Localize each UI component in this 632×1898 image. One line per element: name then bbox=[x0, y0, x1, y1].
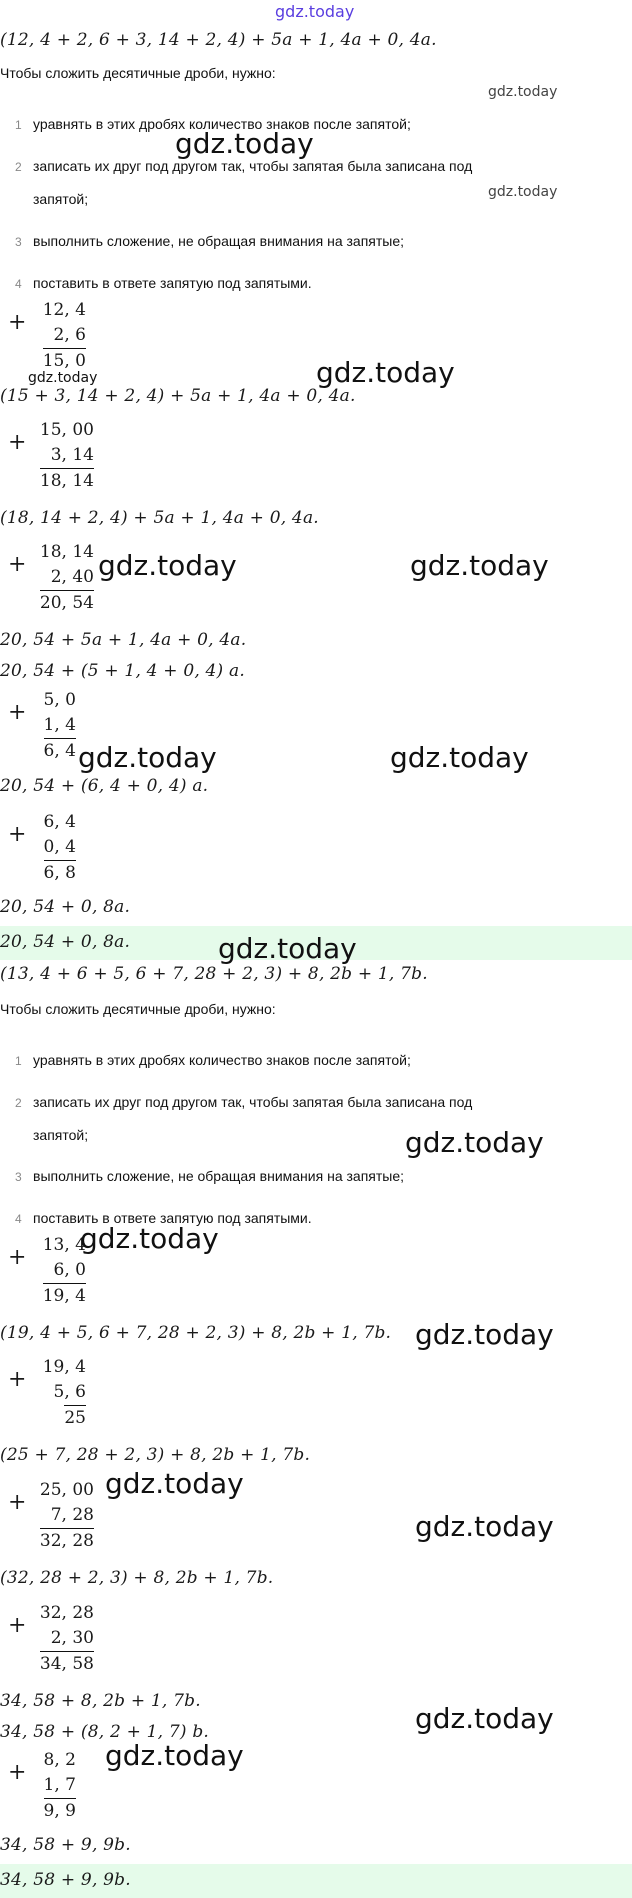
expression-a5: 20, 54 + (6, 4 + 0, 4) a. bbox=[0, 776, 209, 796]
watermark: gdz.today bbox=[98, 549, 237, 582]
step-number: 4 bbox=[15, 1212, 22, 1226]
plus-sign: + bbox=[8, 822, 27, 847]
plus-sign: + bbox=[8, 1245, 27, 1270]
step-text: записать их друг под другом так, чтобы запятая была записана под bbox=[33, 158, 473, 174]
watermark: gdz.today bbox=[390, 741, 529, 774]
expression-b2: (25 + 7, 28 + 2, 3) + 8, 2b + 1, 7b. bbox=[0, 1445, 311, 1465]
step-text: поставить в ответе запятую под запятыми. bbox=[33, 275, 312, 291]
step-text: выполнить сложение, не обращая внимания на запятые; bbox=[33, 233, 405, 249]
plus-sign: + bbox=[8, 310, 27, 335]
addend-1: 5, 0 bbox=[43, 690, 76, 710]
plus-sign: + bbox=[8, 1613, 27, 1638]
sum: 19, 4 bbox=[43, 1283, 86, 1309]
watermark: gdz.today bbox=[28, 370, 98, 386]
watermark: gdz.today bbox=[488, 84, 558, 100]
expression-b0: (13, 4 + 6 + 5, 6 + 7, 28 + 2, 3) + 8, 2b + 1, 7b. bbox=[0, 964, 428, 984]
addend-1: 12, 4 bbox=[42, 300, 86, 320]
addend-2: 6, 0 bbox=[53, 1260, 86, 1280]
expression-b1: (19, 4 + 5, 6 + 7, 28 + 2, 3) + 8, 2b + 1, 7b. bbox=[0, 1323, 392, 1343]
column-addition-a2 bbox=[38, 418, 94, 494]
expression-a4: 20, 54 + (5 + 1, 4 + 0, 4) a. bbox=[0, 661, 245, 681]
sum: 20, 54 bbox=[40, 590, 94, 616]
expression-b3: (32, 28 + 2, 3) + 8, 2b + 1, 7b. bbox=[0, 1568, 274, 1588]
step-number: 1 bbox=[15, 1054, 22, 1068]
addend-2: 2, 30 bbox=[50, 1628, 94, 1648]
watermark: gdz.today bbox=[105, 1739, 244, 1772]
step-text: уравнять в этих дробях количество знаков после запятой; bbox=[33, 116, 411, 132]
sum: 34, 58 bbox=[40, 1651, 94, 1677]
expression-a0: (12, 4 + 2, 6 + 3, 14 + 2, 4) + 5a + 1, 4a + 0, 4a. bbox=[0, 30, 437, 50]
sum: 32, 28 bbox=[40, 1528, 94, 1554]
step-number: 2 bbox=[15, 1096, 22, 1110]
addend-1: 18, 14 bbox=[39, 542, 94, 562]
expression-b5: 34, 58 + (8, 2 + 1, 7) b. bbox=[0, 1722, 210, 1742]
rule-intro-a: Чтобы сложить десятичные дроби, нужно: bbox=[0, 65, 276, 81]
watermark: gdz.today bbox=[105, 1467, 244, 1500]
addend-1: 13, 4 bbox=[42, 1235, 86, 1255]
plus-sign: + bbox=[8, 1760, 27, 1785]
addend-1: 19, 4 bbox=[42, 1357, 86, 1377]
plus-sign: + bbox=[8, 700, 27, 725]
column-addition-b3 bbox=[38, 1478, 94, 1554]
watermark: gdz.today bbox=[80, 1222, 219, 1255]
addend-1: 8, 2 bbox=[43, 1750, 76, 1770]
step-text: записать их друг под другом так, чтобы запятая была записана под bbox=[33, 1094, 473, 1110]
watermark: gdz.today bbox=[175, 127, 314, 160]
column-addition-a1 bbox=[38, 298, 86, 374]
column-addition-b1 bbox=[38, 1233, 86, 1309]
plus-sign: + bbox=[8, 552, 27, 577]
watermark: gdz.today bbox=[410, 549, 549, 582]
addend-2: 3, 14 bbox=[50, 445, 94, 465]
addend-2: 1, 4 bbox=[43, 715, 76, 735]
addend-2: 2, 6 bbox=[53, 325, 86, 345]
expression-a3: 20, 54 + 5a + 1, 4a + 0, 4a. bbox=[0, 630, 247, 650]
header-watermark: gdz.today bbox=[275, 2, 355, 21]
column-addition-a5 bbox=[38, 810, 76, 886]
watermark: gdz.today bbox=[415, 1510, 554, 1543]
watermark: gdz.today bbox=[415, 1702, 554, 1735]
expression-a1: (15 + 3, 14 + 2, 4) + 5a + 1, 4a + 0, 4a. bbox=[0, 386, 356, 406]
addend-2: 7, 28 bbox=[50, 1505, 94, 1525]
watermark: gdz.today bbox=[218, 932, 357, 965]
step-number: 2 bbox=[15, 160, 22, 174]
step-text: поставить в ответе запятую под запятыми. bbox=[33, 1210, 312, 1226]
sum: 6, 4 bbox=[44, 738, 76, 764]
watermark: gdz.today bbox=[415, 1318, 554, 1351]
addend-2: 0, 4 bbox=[43, 837, 76, 857]
plus-sign: + bbox=[8, 1367, 27, 1392]
sum: 15, 0 bbox=[43, 348, 86, 374]
step-number: 3 bbox=[15, 1170, 22, 1184]
addend-1: 32, 28 bbox=[39, 1603, 94, 1623]
expression-b4: 34, 58 + 8, 2b + 1, 7b. bbox=[0, 1691, 201, 1711]
plus-sign: + bbox=[8, 430, 27, 455]
watermark: gdz.today bbox=[405, 1126, 544, 1159]
sum: 25 bbox=[64, 1405, 86, 1431]
answer-b: 34, 58 + 9, 9b. bbox=[0, 1870, 131, 1890]
expression-a2: (18, 14 + 2, 4) + 5a + 1, 4a + 0, 4a. bbox=[0, 508, 319, 528]
sum: 9, 9 bbox=[44, 1798, 76, 1824]
column-addition-b4 bbox=[38, 1601, 94, 1677]
addend-1: 25, 00 bbox=[39, 1480, 94, 1500]
addend-2: 1, 7 bbox=[43, 1775, 76, 1795]
step-text-continued: запятой; bbox=[33, 1127, 89, 1143]
rule-intro-b: Чтобы сложить десятичные дроби, нужно: bbox=[0, 1001, 276, 1017]
step-text: уравнять в этих дробях количество знаков после запятой; bbox=[33, 1052, 411, 1068]
step-text-continued: запятой; bbox=[33, 191, 89, 207]
expression-b6: 34, 58 + 9, 9b. bbox=[0, 1835, 131, 1855]
addend-2: 2, 40 bbox=[50, 567, 94, 587]
column-addition-b5 bbox=[38, 1748, 76, 1824]
addend-1: 15, 00 bbox=[39, 420, 94, 440]
sum: 18, 14 bbox=[40, 468, 94, 494]
column-addition-b2 bbox=[38, 1355, 86, 1431]
column-addition-a4 bbox=[38, 688, 76, 764]
step-text: выполнить сложение, не обращая внимания на запятые; bbox=[33, 1168, 405, 1184]
watermark: gdz.today bbox=[316, 356, 455, 389]
addend-1: 6, 4 bbox=[43, 812, 76, 832]
addend-2: 5, 6 bbox=[53, 1382, 86, 1402]
step-number: 3 bbox=[15, 235, 22, 249]
watermark: gdz.today bbox=[488, 184, 558, 200]
column-addition-a3 bbox=[38, 540, 94, 616]
plus-sign: + bbox=[8, 1490, 27, 1515]
step-number: 1 bbox=[15, 118, 22, 132]
expression-a6: 20, 54 + 0, 8a. bbox=[0, 897, 131, 917]
step-number: 4 bbox=[15, 277, 22, 291]
sum: 6, 8 bbox=[44, 860, 76, 886]
watermark: gdz.today bbox=[78, 741, 217, 774]
answer-a: 20, 54 + 0, 8a. bbox=[0, 932, 131, 952]
